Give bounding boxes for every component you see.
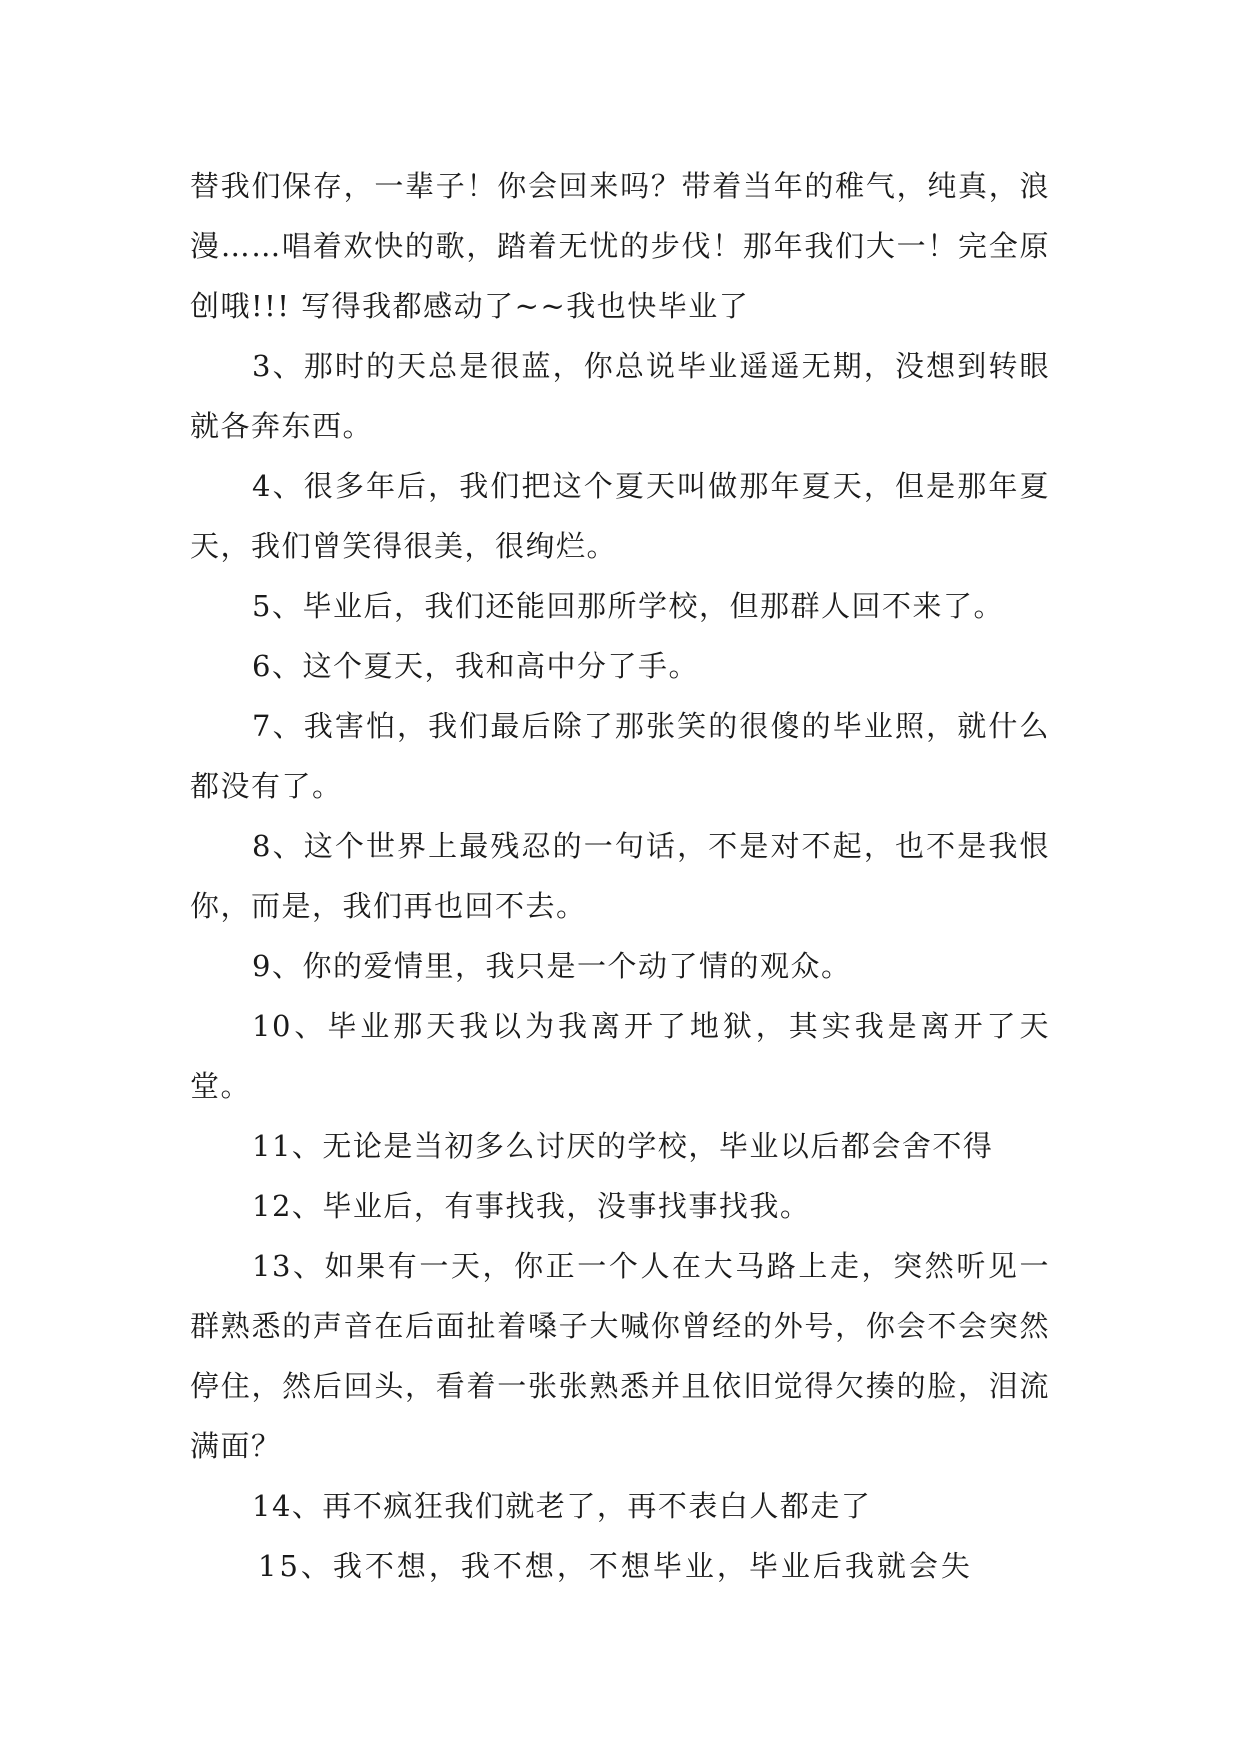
paragraph-item-6: 6、这个夏天，我和高中分了手。 <box>252 649 699 683</box>
paragraph-item-8: 8、这个世界上最残忍的一句话，不是对不起，也不是我恨你，而是，我们再也回不去。 <box>190 829 1050 923</box>
paragraph-item-7: 7、我害怕，我们最后除了那张笑的很傻的毕业照，就什么都没有了。 <box>190 709 1050 803</box>
paragraph-continuation: 替我们保存，一辈子！你会回来吗？带着当年的稚气，纯真，浪漫……唱着欢快的歌，踏着无忧的步伐！那年我们大一！完全原创哦!!! 写得我都感动了~~我也快毕业了 <box>190 169 1050 323</box>
paragraph-item-5: 5、毕业后，我们还能回那所学校，但那群人回不来了。 <box>252 589 1004 623</box>
paragraph-item-3: 3、那时的天总是很蓝，你总说毕业遥遥无期，没想到转眼就各奔东西。 <box>190 349 1050 443</box>
paragraph-item-14: 14、再不疯狂我们就老了，再不表白人都走了 <box>252 1489 872 1523</box>
paragraph-item-13: 13、如果有一天，你正一个人在大马路上走，突然听见一群熟悉的声音在后面扯着嗓子大喊你曾经的外号，你会不会突然停住，然后回头，看着一张张熟悉并且依旧觉得欠揍的脸，泪流满面？ <box>190 1249 1050 1463</box>
document-body <box>190 156 1050 1596</box>
paragraph-item-4: 4、很多年后，我们把这个夏天叫做那年夏天，但是那年夏天，我们曾笑得很美，很绚烂。 <box>190 469 1050 563</box>
paragraph-item-12: 12、毕业后，有事找我，没事找事找我。 <box>252 1189 811 1223</box>
paragraph-item-10: 10、毕业那天我以为我离开了地狱，其实我是离开了天堂。 <box>190 1009 1050 1103</box>
paragraph-item-11: 11、无论是当初多么讨厌的学校，毕业以后都会舍不得 <box>252 1129 994 1163</box>
paragraph-item-9: 9、你的爱情里，我只是一个动了情的观众。 <box>252 949 852 983</box>
paragraph-item-15: 15、我不想，我不想，不想毕业，毕业后我就会失 <box>258 1549 973 1583</box>
